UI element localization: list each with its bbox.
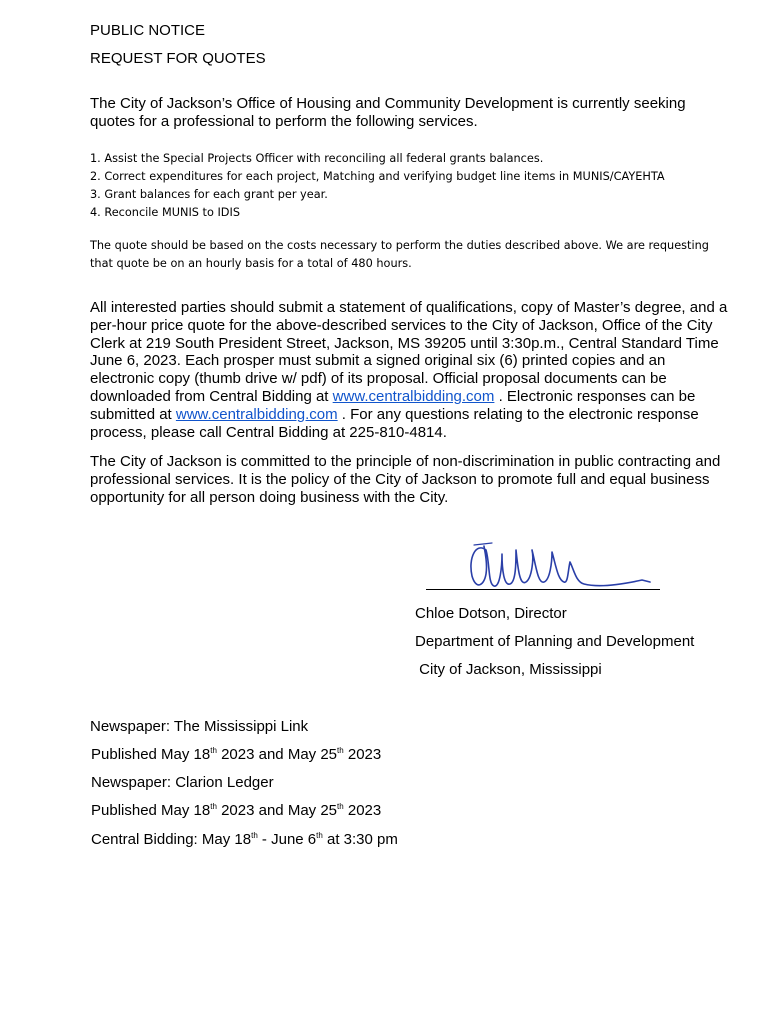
submission-text: . For any questions relating to the electronic response process, please call Central Bidding at 225-810-4814. [90,405,699,441]
list-item: 2. Correct expenditures for each project, Matching and verifying budget line items in MUNIS/CAYEHTA [90,170,665,183]
ordinal-suffix: th [337,802,344,811]
list-item: 4. Reconcile MUNIS to IDIS [90,206,240,219]
list-item: 3. Grant balances for each grant per year. [90,188,328,201]
central-bidding-link[interactable]: www.centralbidding.com [332,387,495,405]
submission-text: All interested parties should submit a statement of qualifications, copy of Master’s degree, and a per-hour price quote for the above-described services to the City of Jackson, Office of the City Clerk at 219 South President Street, Jackson, MS 39205 until 3:30p.m., Central Standard Time June 6, 2023. Each prosper must submit a signed original six (6) printed copies and an electronic copy (thumb drive w/ pdf) of its proposal. Official proposal documents can be downloaded from Central Bidding at [90,299,728,405]
ordinal-suffix: th [337,746,344,755]
newspaper-label: Newspaper: The Mississippi Link [90,718,309,735]
intro-paragraph: The City of Jackson’s Office of Housing and Community Development is currently seeking quotes for a professional to perform the following services. [90,95,686,130]
quote-basis-paragraph: The quote should be based on the costs necessary to perform the duties described above. We are requesting that quote be on an hourly basis for a total of 480 hours. [90,239,709,270]
list-item: 1. Assist the Special Projects Officer with reconciling all federal grants balances. [90,152,544,165]
publication-text: Published May 18 [91,802,211,819]
signature-line [426,589,660,590]
publication-dates [91,802,381,819]
bidding-dates [91,831,398,848]
publication-text: Published May 18 [91,746,211,763]
publication-dates [91,746,381,763]
bidding-text: Central Bidding: May 18 [91,831,252,848]
signer-name: Chloe Dotson, Director [415,605,567,622]
notice-subtitle: REQUEST FOR QUOTES [90,50,266,67]
services-list [90,150,730,222]
submission-paragraph [90,299,730,441]
central-bidding-link[interactable]: www.centralbidding.com [175,405,338,423]
publication-text: 2023 [343,802,382,819]
ordinal-suffix: th [316,831,323,840]
signature-image [424,536,664,596]
newspaper-label: Newspaper: Clarion Ledger [91,774,274,791]
ordinal-suffix: th [251,831,258,840]
signer-city: City of Jackson, Mississippi [415,661,602,678]
bidding-text: at 3:30 pm [322,831,398,848]
publication-text: 2023 and May 25 [216,802,338,819]
policy-paragraph: The City of Jackson is committed to the principle of non-discrimination in public contracting and professional services. It is the policy of the City of Jackson to promote full and equal business opportunity for all person doing business with the City. [90,453,721,506]
publication-text: 2023 [343,746,382,763]
bidding-text: - June 6 [257,831,317,848]
submission-text: . Electronic responses can be submitted at [90,387,696,423]
publication-text: 2023 and May 25 [216,746,338,763]
ordinal-suffix: th [210,746,217,755]
ordinal-suffix: th [210,802,217,811]
notice-title: PUBLIC NOTICE [90,22,206,39]
signer-department: Department of Planning and Development [415,633,695,650]
